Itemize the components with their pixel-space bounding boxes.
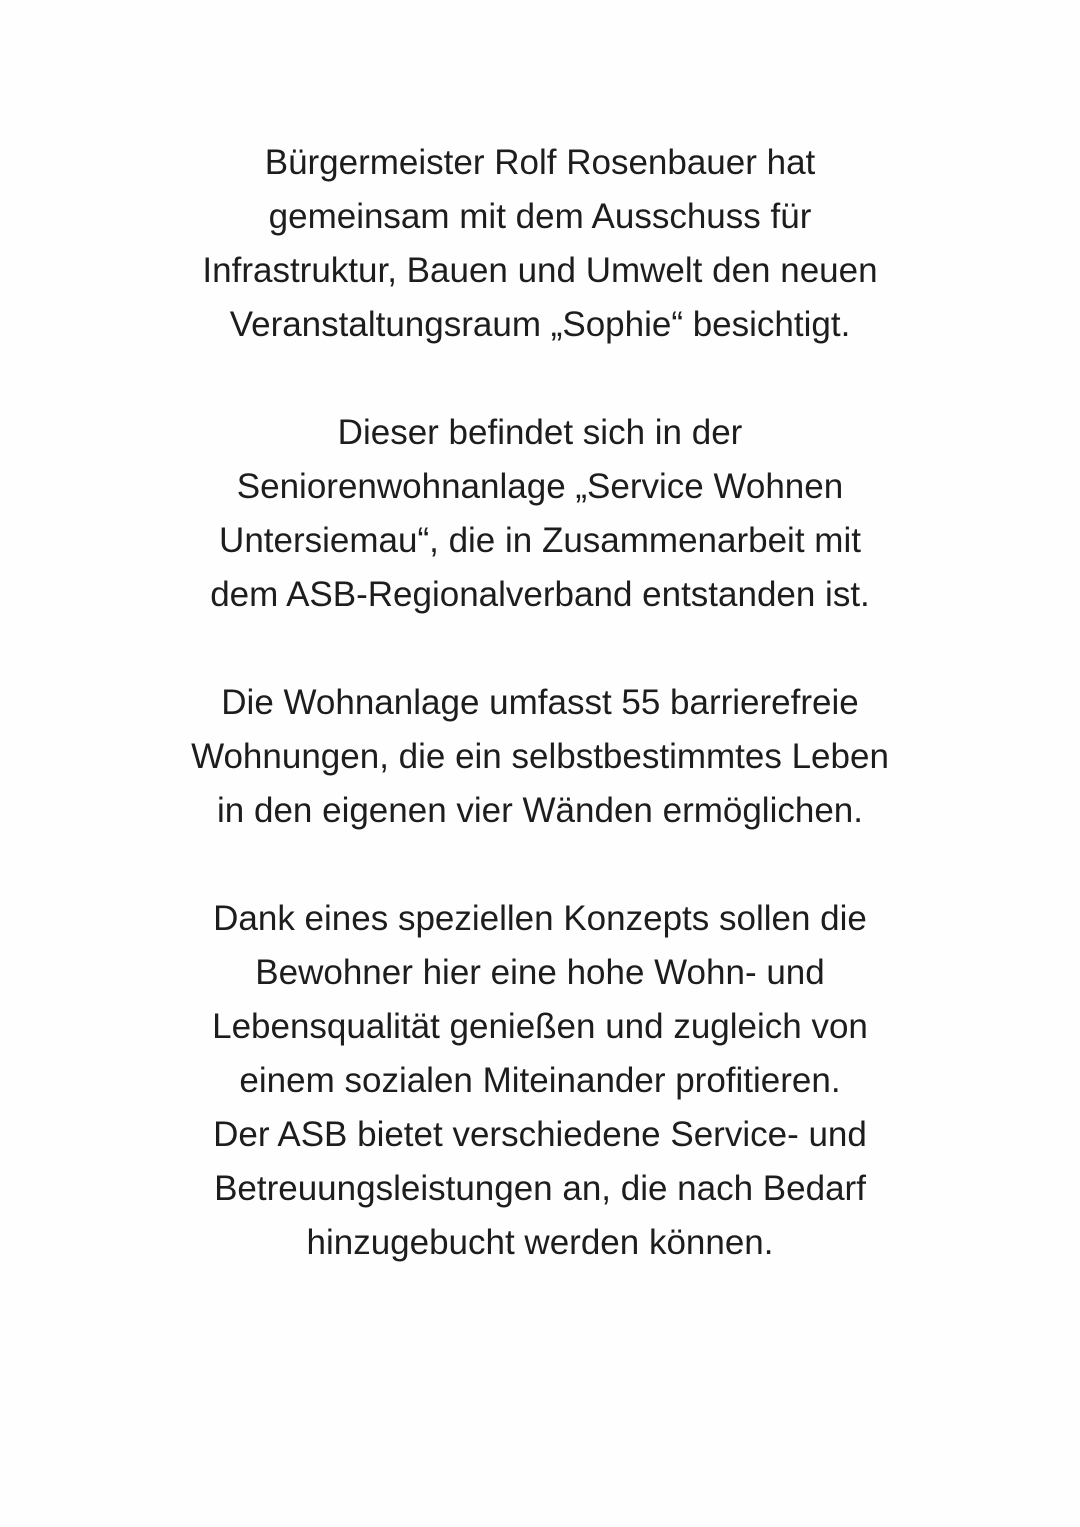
paragraph-1	[0, 136, 1080, 352]
text-line: Bürgermeister Rolf Rosenbauer hat	[264, 143, 816, 182]
paragraph-spacer	[0, 352, 1080, 406]
text-line: Dank eines speziellen Konzepts sollen die	[213, 899, 867, 938]
article-text	[0, 136, 1080, 1270]
text-line: Seniorenwohnanlage „Service Wohnen	[236, 467, 844, 506]
text-line: Die Wohnanlage umfasst 55 barrierefreie	[221, 683, 859, 722]
text-line: Wohnungen, die ein selbstbestimmtes Leben	[191, 737, 889, 776]
text-line: Infrastruktur, Bauen und Umwelt den neuen	[202, 251, 878, 290]
text-line: Dieser befindet sich in der	[337, 413, 743, 452]
text-line: hinzugebucht werden können.	[306, 1223, 774, 1262]
text-line: Lebensqualität genießen und zugleich von	[212, 1007, 868, 1046]
paragraph-spacer	[0, 838, 1080, 892]
text-line: gemeinsam mit dem Ausschuss für	[268, 197, 812, 236]
paragraph-4	[0, 892, 1080, 1270]
paragraph-2	[0, 406, 1080, 622]
text-line: Untersiemau“, die in Zusammenarbeit mit	[219, 521, 861, 560]
text-line: Veranstaltungsraum „Sophie“ besichtigt.	[229, 305, 851, 344]
paragraph-3	[0, 676, 1080, 838]
text-line: Bewohner hier eine hohe Wohn- und	[255, 953, 825, 992]
text-line: einem sozialen Miteinander profitieren.	[239, 1061, 841, 1100]
text-line: in den eigenen vier Wänden ermöglichen.	[217, 791, 863, 830]
text-line: Betreuungsleistungen an, die nach Bedarf	[214, 1169, 866, 1208]
paragraph-spacer	[0, 622, 1080, 676]
text-line: dem ASB-Regionalverband entstanden ist.	[210, 575, 870, 614]
text-line: Der ASB bietet verschiedene Service- und	[213, 1115, 867, 1154]
